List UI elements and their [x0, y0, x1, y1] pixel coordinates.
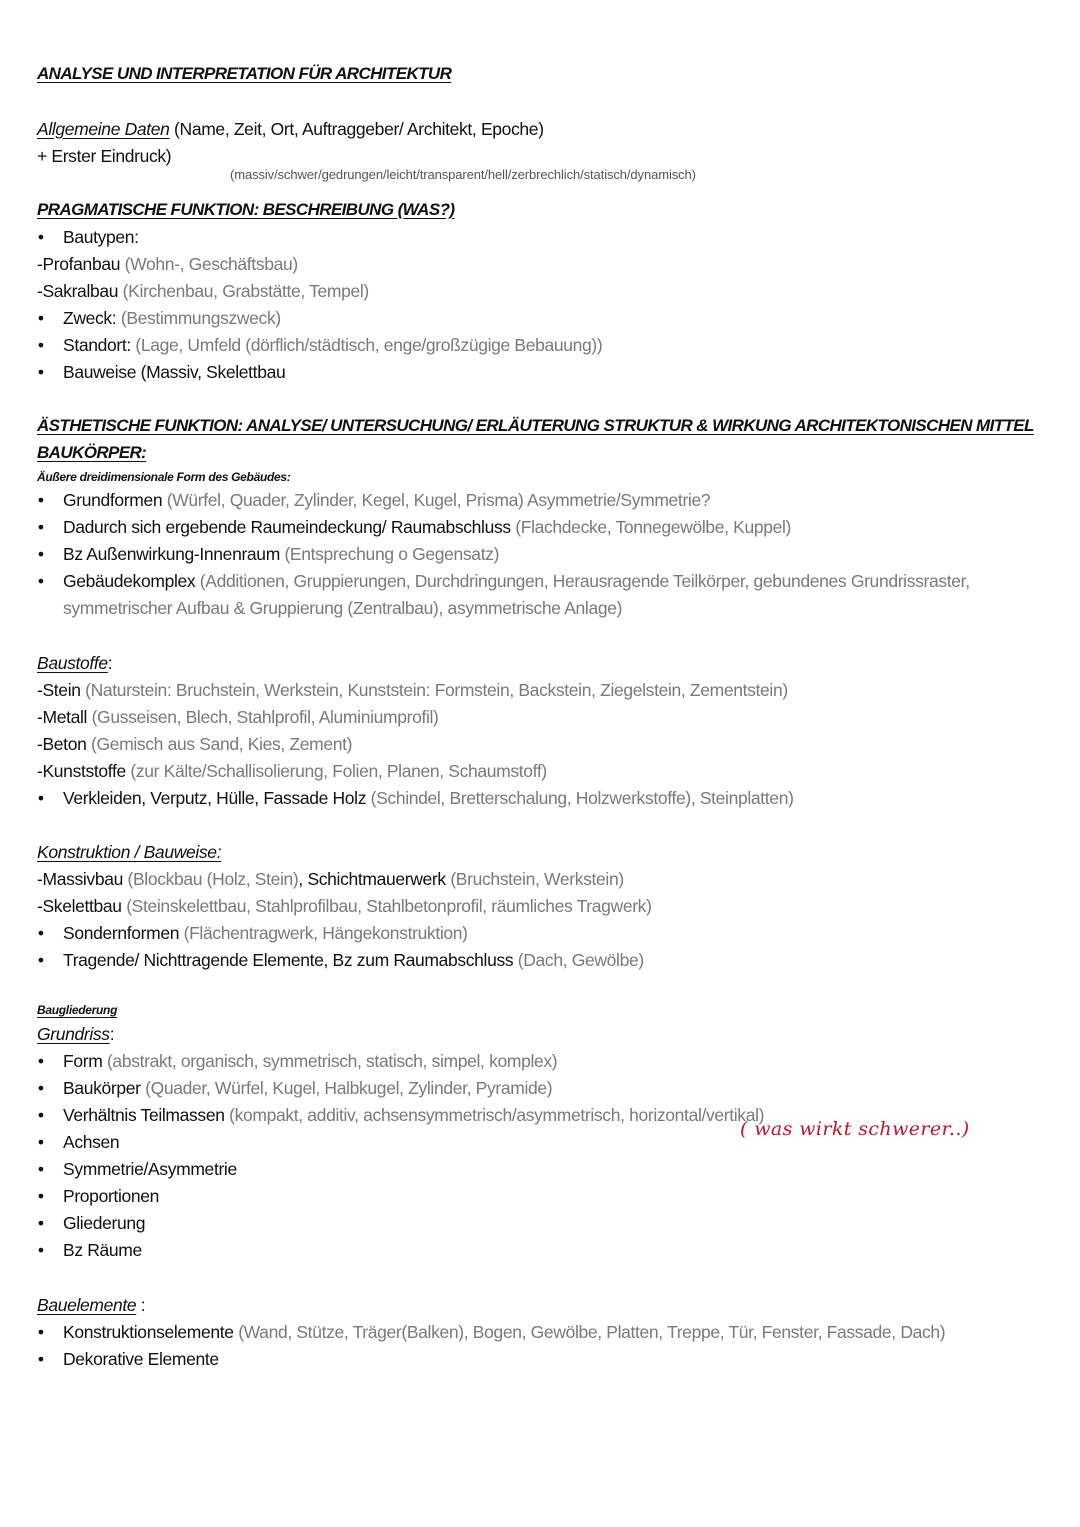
- item-note: (Flachdecke, Tonnegewölbe, Kuppel): [515, 517, 792, 537]
- item-text: -Beton: [37, 734, 91, 754]
- list-item-standort: [63, 333, 602, 357]
- item-note: (Lage, Umfeld (dörflich/städtisch, enge/großzügige Bebauung)): [135, 335, 603, 355]
- baukoerper-subheading: Äußere dreidimensionale Form des Gebäudes:: [37, 470, 291, 484]
- list-item-tragende: [63, 948, 644, 972]
- item-text: -Profanbau: [37, 254, 125, 274]
- bullet-icon: •: [37, 227, 45, 247]
- list-item-sakralbau: [37, 279, 369, 303]
- item-text: Verkleiden, Verputz, Hülle, Fassade Holz: [63, 788, 371, 808]
- bullet-icon: •: [37, 1078, 45, 1098]
- item-text: -Stein: [37, 680, 86, 700]
- bullet-icon: •: [37, 517, 45, 537]
- bullet-icon: •: [37, 1159, 45, 1179]
- item-text: Gebäudekomplex: [63, 571, 200, 591]
- baugliederung-heading: Baugliederung: [37, 1003, 118, 1017]
- bullet-icon: •: [37, 1051, 45, 1071]
- handwritten-note: ( was wirkt schwerer..): [740, 1118, 970, 1140]
- item-note: (Steinskelettbau, Stahlprofilbau, Stahlbetonprofil, räumliches Tragwerk): [126, 896, 652, 916]
- list-item-massivbau: [37, 867, 624, 891]
- item-note: (Naturstein: Bruchstein, Werkstein, Kunststein: Formstein, Backstein, Ziegelstein, Zementstein): [85, 680, 788, 700]
- item-note: (Bruchstein, Werkstein): [450, 869, 624, 889]
- item-note: (Blockbau (Holz, Stein): [127, 869, 299, 889]
- document-title: ANALYSE UND INTERPRETATION FÜR ARCHITEKTUR: [37, 64, 452, 83]
- bullet-icon: •: [37, 923, 45, 943]
- list-item-aussenwirkung: [63, 542, 499, 566]
- baukoerper-heading: BAUKÖRPER:: [37, 443, 147, 462]
- bullet-icon: •: [37, 1240, 45, 1260]
- general-data-line: [37, 117, 544, 141]
- list-item-profanbau: [37, 252, 298, 276]
- bullet-icon: •: [37, 1186, 45, 1206]
- bauelemente-heading: Bauelemente :: [37, 1295, 146, 1315]
- item-text: Bz Außenwirkung-Innenraum: [63, 544, 285, 564]
- grundriss-heading: Grundriss:: [37, 1024, 115, 1044]
- item-text: Zweck:: [63, 308, 121, 328]
- list-item-form: [63, 1049, 557, 1073]
- bullet-icon: •: [37, 950, 45, 970]
- bullet-icon: •: [37, 1105, 45, 1125]
- item-text: Baukörper: [63, 1078, 146, 1098]
- item-text: , Schichtmauerwerk: [298, 869, 451, 889]
- list-item-teilmassen: [63, 1103, 764, 1127]
- list-item-gebaeudekomplex-cont: symmetrischer Aufbau & Gruppierung (Zentralbau), asymmetrische Anlage): [63, 598, 623, 618]
- item-note: (Kirchenbau, Grabstätte, Tempel): [122, 281, 369, 301]
- item-note: (abstrakt, organisch, symmetrisch, statisch, simpel, komplex): [106, 1051, 558, 1071]
- item-note: (Wand, Stütze, Träger(Balken), Bogen, Gewölbe, Platten, Treppe, Tür, Fenster, Fassade, Dach): [238, 1322, 946, 1342]
- pragmatic-heading: PRAGMATISCHE FUNKTION: BESCHREIBUNG (WAS?): [37, 200, 455, 219]
- item-text: Sondernformen: [63, 923, 184, 943]
- baustoffe-heading: Baustoffe:: [37, 653, 113, 673]
- bullet-icon: •: [37, 1322, 45, 1342]
- grundriss-label: Grundriss: [37, 1024, 110, 1044]
- item-note: (Gemisch aus Sand, Kies, Zement): [90, 734, 353, 754]
- bullet-icon: •: [37, 362, 45, 382]
- list-item-raeume: Bz Räume: [63, 1240, 142, 1260]
- bullet-icon: •: [37, 335, 45, 355]
- list-item-kunststoffe: [37, 759, 547, 783]
- item-note: (Wohn-, Geschäftsbau): [124, 254, 298, 274]
- item-note: (Flächentragwerk, Hängekonstruktion): [183, 923, 468, 943]
- list-item-proportionen: Proportionen: [63, 1186, 160, 1206]
- bullet-icon: •: [37, 1132, 45, 1152]
- general-data-detail: (Name, Zeit, Ort, Auftraggeber/ Architekt, Epoche): [169, 119, 544, 139]
- item-note: (Gusseisen, Blech, Stahlprofil, Aluminiumprofil): [91, 707, 439, 727]
- list-item-sonderformen: [63, 921, 468, 945]
- item-note: (Entsprechung o Gegensatz): [284, 544, 500, 564]
- bullet-icon: •: [37, 571, 45, 591]
- list-item-zweck: [63, 306, 281, 330]
- list-item-bauweise: Bauweise (Massiv, Skelettbau: [63, 362, 286, 382]
- item-note: (Bestimmungszweck): [120, 308, 281, 328]
- bullet-icon: •: [37, 308, 45, 328]
- list-item-metall: [37, 705, 439, 729]
- item-text: Tragende/ Nichttragende Elemente, Bz zum Raumabschluss: [63, 950, 518, 970]
- item-note: (kompakt, additiv, achsensymmetrisch/asymmetrisch, horizontal/vertikal): [229, 1105, 765, 1125]
- item-text: -Sakralbau: [37, 281, 123, 301]
- list-item-stein: [37, 678, 788, 702]
- list-item-bautypen: Bautypen:: [63, 227, 139, 247]
- item-note: (zur Kälte/Schallisolierung, Folien, Planen, Schaumstoff): [130, 761, 547, 781]
- item-text: -Metall: [37, 707, 92, 727]
- baustoffe-label: Baustoffe: [37, 653, 108, 673]
- bauelemente-label: Bauelemente: [37, 1295, 137, 1315]
- item-note: (Dach, Gewölbe): [517, 950, 644, 970]
- item-text: -Kunststoffe: [37, 761, 131, 781]
- bullet-icon: •: [37, 788, 45, 808]
- list-item-konstruktionselemente: [63, 1320, 945, 1344]
- item-text: Standort:: [63, 335, 136, 355]
- item-text: Verhältnis Teilmassen: [63, 1105, 230, 1125]
- konstruktion-heading: Konstruktion / Bauweise:: [37, 842, 222, 862]
- list-item-raumeindeckung: [63, 515, 791, 539]
- item-note: (Quader, Würfel, Kugel, Halbkugel, Zylinder, Pyramide): [145, 1078, 553, 1098]
- list-item-dekorativ: Dekorative Elemente: [63, 1349, 219, 1369]
- item-note: (Schindel, Bretterschalung, Holzwerkstoffe), Steinplatten): [370, 788, 794, 808]
- aesthetic-heading: ÄSTHETISCHE FUNKTION: ANALYSE/ UNTERSUCHUNG/ ERLÄUTERUNG STRUKTUR & WIRKUNG ARCHITEKTONISCHEN MITTEL: [37, 416, 1034, 435]
- item-text: Form: [63, 1051, 107, 1071]
- list-item-baukoerper: [63, 1076, 552, 1100]
- bullet-icon: •: [37, 544, 45, 564]
- item-text: Grundformen: [63, 490, 167, 510]
- item-text: -Massivbau: [37, 869, 128, 889]
- general-data-label: Allgemeine Daten: [37, 119, 170, 139]
- list-item-grundformen: [63, 488, 710, 512]
- list-item-symmetrie: Symmetrie/Asymmetrie: [63, 1159, 237, 1179]
- item-text: Dadurch sich ergebende Raumeindeckung/ Raumabschluss: [63, 517, 516, 537]
- list-item-achsen: Achsen: [63, 1132, 120, 1152]
- bullet-icon: •: [37, 490, 45, 510]
- item-text: -Skelettbau: [37, 896, 127, 916]
- bullet-icon: •: [37, 1349, 45, 1369]
- list-item-gliederung: Gliederung: [63, 1213, 146, 1233]
- item-text: Konstruktionselemente: [63, 1322, 239, 1342]
- item-note: (Additionen, Gruppierungen, Durchdringungen, Herausragende Teilkörper, gebundenes Grundrissraster,: [199, 571, 970, 591]
- list-item-verkleiden: [63, 786, 794, 810]
- list-item-gebaeudekomplex: [63, 569, 970, 593]
- first-impression-line: + Erster Eindruck): [37, 146, 172, 166]
- bullet-icon: •: [37, 1213, 45, 1233]
- impression-adjectives: (massiv/schwer/gedrungen/leicht/transparent/hell/zerbrechlich/statisch/dynamisch): [230, 167, 696, 182]
- list-item-skelettbau: [37, 894, 652, 918]
- item-note: (Würfel, Quader, Zylinder, Kegel, Kugel, Prisma) Asymmetrie/Symmetrie?: [166, 490, 711, 510]
- list-item-beton: [37, 732, 352, 756]
